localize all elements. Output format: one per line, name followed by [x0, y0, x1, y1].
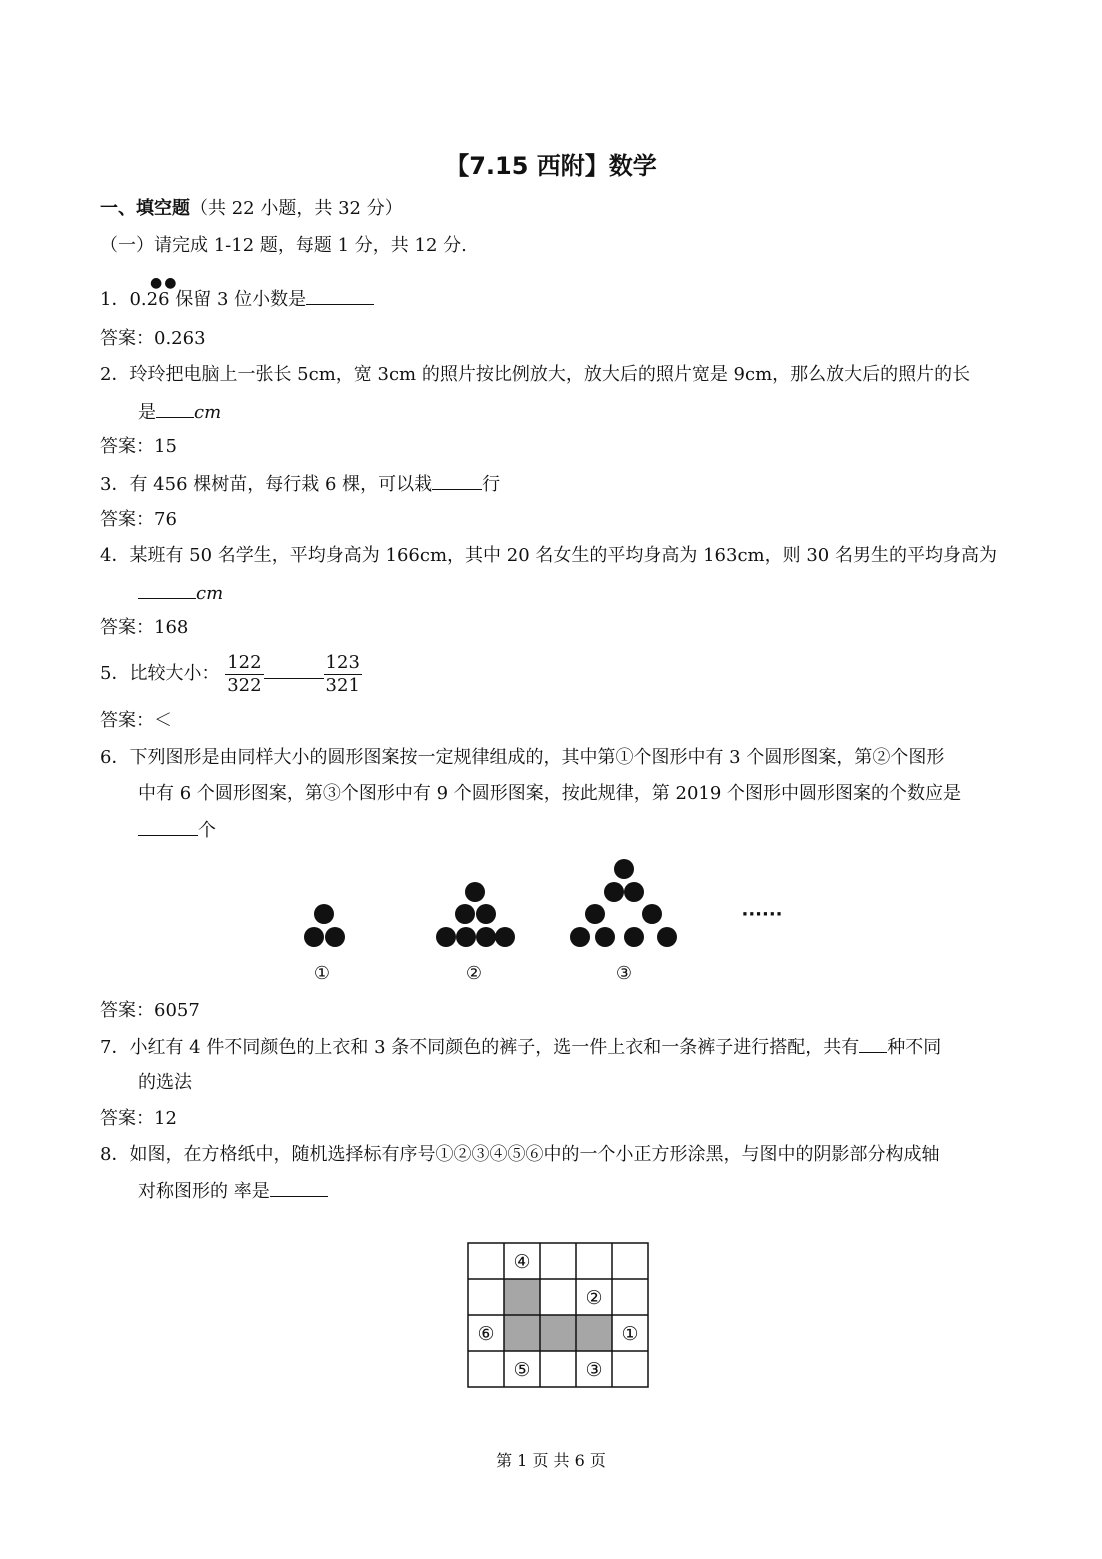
fraction-1-numerator: 122: [227, 651, 262, 673]
answer-blank: [270, 1178, 328, 1197]
answer-blank: [306, 286, 374, 305]
repeating-decimal-dots: ●●: [150, 275, 179, 291]
answer-1: 答案：0.263: [100, 328, 206, 349]
answer-7: 答案：12: [100, 1108, 177, 1129]
shaded-cell: [504, 1315, 540, 1351]
question-6-line-3: [138, 817, 216, 844]
answer-4: 答案：168: [100, 617, 189, 638]
shaded-cell: [504, 1279, 540, 1315]
answer-blank: [156, 399, 194, 418]
grid-label-2: ②: [585, 1287, 603, 1309]
shaded-cell: [576, 1315, 612, 1351]
grid-lines: [468, 1243, 648, 1387]
question-7-line-1: [100, 1034, 941, 1061]
section-heading-note: （共 22 小题，共 32 分）: [190, 198, 403, 219]
question-1: [100, 286, 374, 313]
question-2-line-1: 2．玲玲把电脑上一张长 5cm，宽 3cm 的照片按比例放大，放大后的照片宽是 9cm，那么放大后的照片的长: [100, 364, 971, 385]
section-heading: 一、填空题: [100, 198, 190, 219]
answer-blank: [138, 817, 198, 836]
fraction-2-numerator: 123: [325, 651, 360, 673]
question-8-line-2: [138, 1178, 328, 1205]
question-7-line-2: 的选法: [138, 1072, 192, 1093]
question-3-prefix: 3．有 456 棵树苗，每行栽 6 棵，可以栽: [100, 474, 433, 495]
grid-label-3: ③: [585, 1359, 603, 1381]
question-6-suffix: 个: [198, 820, 216, 841]
answer-blank: [859, 1034, 887, 1053]
section-heading-line: [100, 196, 403, 222]
page-title: 【7.15 西附】数学: [445, 152, 657, 180]
question-4-line-1: 4．某班有 50 名学生，平均身高为 166cm，其中 20 名女生的平均身高为 163cm，则 30 名男生的平均身高为: [100, 545, 997, 566]
dot-pattern-figure: [280, 850, 810, 990]
question-5: [100, 650, 362, 698]
question-4-line-2: [138, 580, 223, 607]
question-8-prefix: 对称图形的 率是: [138, 1181, 270, 1202]
grid-label-5: ⑤: [513, 1359, 531, 1381]
grid-label-4: ④: [513, 1251, 531, 1273]
grid-label-1: ①: [621, 1323, 639, 1345]
pattern-figure-1: [304, 904, 345, 984]
question-2-unit: cm: [194, 402, 222, 423]
answer-2: 答案：15: [100, 436, 177, 457]
pattern-figure-2: [436, 882, 515, 984]
grid-label-6: ⑥: [477, 1323, 495, 1345]
section-subheading: （一）请完成 1-12 题，每题 1 分，共 12 分.: [100, 235, 467, 256]
answer-3: 答案：76: [100, 509, 177, 530]
answer-blank: [432, 471, 482, 490]
figure-label-3: ③: [615, 963, 633, 984]
shaded-cell: [540, 1315, 576, 1351]
square-grid-figure: [466, 1241, 650, 1389]
answer-6: 答案：6057: [100, 1000, 200, 1021]
page-footer: 第 1 页 共 6 页: [496, 1451, 606, 1470]
question-6-line-2: 中有 6 个圆形图案，第③个图形中有 9 个圆形图案，按此规律，第 2019 个图形中圆形图案的个数应是: [138, 783, 962, 804]
figure-label-2: ②: [465, 963, 483, 984]
answer-5: 答案：＜: [100, 710, 172, 731]
fraction-1-denominator: 322: [227, 674, 262, 696]
figure-label-1: ①: [313, 963, 331, 984]
fraction-2-denominator: 321: [325, 674, 360, 696]
question-7-suffix: 种不同: [887, 1037, 942, 1058]
question-5-prefix: 5．比较大小：: [100, 663, 220, 684]
question-7-prefix: 7．小红有 4 件不同颜色的上衣和 3 条不同颜色的裤子，选一件上衣和一条裤子进行搭配，共有: [100, 1037, 860, 1058]
question-4-unit: cm: [196, 583, 224, 604]
pattern-figure-3: [570, 859, 677, 984]
question-8-line-1: 8．如图，在方格纸中，随机选择标有序号①②③④⑤⑥中的一个小正方形涂黑，与图中的阴影部分构成轴: [100, 1144, 940, 1165]
question-3-suffix: 行: [482, 474, 501, 495]
fraction-1: [225, 652, 263, 697]
question-2-prefix: 是: [138, 402, 156, 423]
question-3: [100, 471, 500, 498]
question-6-line-1: 6．下列图形是由同样大小的圆形图案按一定规律组成的，其中第①个图形中有 3 个圆形图案，第②个图形: [100, 747, 945, 768]
question-1-text: 1．0.26 保留 3 位小数是: [100, 289, 307, 310]
answer-blank: [264, 652, 324, 679]
question-2-line-2: [138, 399, 221, 426]
answer-blank: [138, 580, 196, 599]
figure-ellipsis: ······: [741, 904, 783, 925]
fraction-2: [324, 652, 362, 697]
